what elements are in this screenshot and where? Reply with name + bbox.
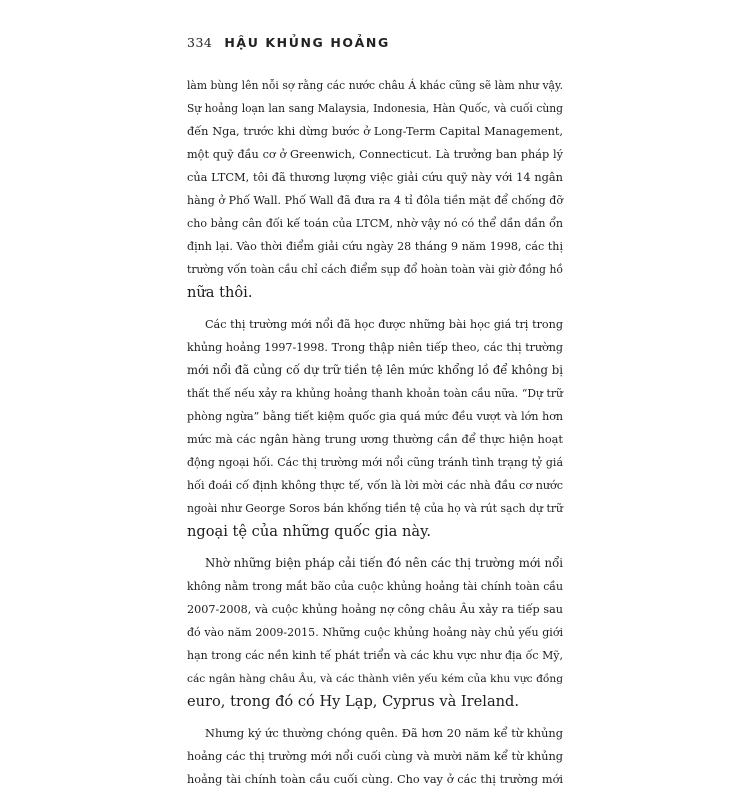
page-number: 334 [187,35,213,50]
text-line: đó vào năm 2009-2015. Những cuộc khủng hoảng này chủ yếu giới [187,626,563,639]
text-line: động ngoại hối. Các thị trường mới nổi cũng tránh tình trạng tỷ giá [187,456,563,469]
text-line: hoảng tài chính toàn cầu cuối cùng. Cho vay ở các thị trường mới [187,773,563,786]
text-line: Nhưng ký ức thường chóng quên. Đã hơn 20 năm kể từ khủng [205,726,563,740]
paragraph-1 [187,74,563,304]
text-line: phòng ngừa” bằng tiết kiệm quốc gia quá mức đều vượt và lớn hơn [187,410,563,423]
text-line: đến Nga, trước khi dừng bước ở Long-Term Capital Management, [187,125,563,138]
text-line: hoảng các thị trường mới nổi cuối cùng và mười năm kể từ khủng [187,750,563,763]
paragraph-2 [187,313,563,543]
text-line: không nằm trong mắt bão của cuộc khủng hoảng tài chính toàn cầu [187,580,563,593]
text-line: mức mà các ngân hàng trung ương thường cần để thực hiện hoạt [187,432,563,446]
text-line: ngoại tệ của những quốc gia này. [187,523,432,540]
body-text [187,74,563,791]
text-line: các ngân hàng châu Âu, và các thành viên yếu kém của khu vực đồng [187,672,563,685]
text-line: của LTCM, tôi đã thương lượng việc giải cứu quỹ này với 14 ngân [187,170,563,184]
text-line: trường vốn toàn cầu chỉ cách điểm sụp đổ hoàn toàn vài giờ đồng hồ [187,263,563,276]
text-line: euro, trong đó có Hy Lạp, Cyprus và Ireland. [187,693,520,710]
text-line: hạn trong các nền kinh tế phát triển và các khu vực như địa ốc Mỹ, [187,649,563,662]
text-line: nữa thôi. [187,284,253,301]
text-line: 2007-2008, và cuộc khủng hoảng nợ công châu Âu xảy ra tiếp sau [187,603,563,616]
text-line: khủng hoảng 1997-1998. Trong thập niên tiếp theo, các thị trường [187,341,563,354]
book-title: HẬU KHỦNG HOẢNG [224,35,390,50]
text-line: hàng ở Phố Wall. Phố Wall đã đưa ra 4 tỉ đôla tiền mặt để chống đỡ [187,194,563,207]
text-line: Các thị trường mới nổi đã học được những bài học giá trị trong [205,318,563,331]
text-line: một quỹ đầu cơ ở Greenwich, Connecticut. Là trưởng ban pháp lý [187,148,563,161]
text-line: thất thế nếu xảy ra khủng hoảng thanh khoản toàn cầu nữa. “Dự trữ [187,387,563,400]
paragraph-3 [187,552,563,713]
text-line: ngoài như George Soros bán khống tiền tệ của họ và rút sạch dự trữ [187,502,563,515]
running-header [187,35,390,55]
text-line: mới nổi đã củng cố dự trữ tiền tệ lên mức khổng lồ để không bị [187,363,563,377]
paragraph-4 [187,722,563,791]
text-line: Sự hoảng loạn lan sang Malaysia, Indonesia, Hàn Quốc, và cuối cùng [187,102,563,115]
text-line: cho bảng cân đối kế toán của LTCM, nhờ vậy nó có thể dần dần ổn [187,217,563,230]
text-line: hối đoái cố định không thực tế, vốn là lời mời các nhà đầu cơ nước [187,479,563,492]
text-line: Nhờ những biện pháp cải tiến đó nên các thị trường mới nổi [205,556,563,570]
text-line: định lại. Vào thời điểm giải cứu ngày 28 tháng 9 năm 1998, các thị [187,240,563,253]
text-line: làm bùng lên nỗi sợ rằng các nước châu Á khác cũng sẽ làm như vậy. [187,79,563,92]
